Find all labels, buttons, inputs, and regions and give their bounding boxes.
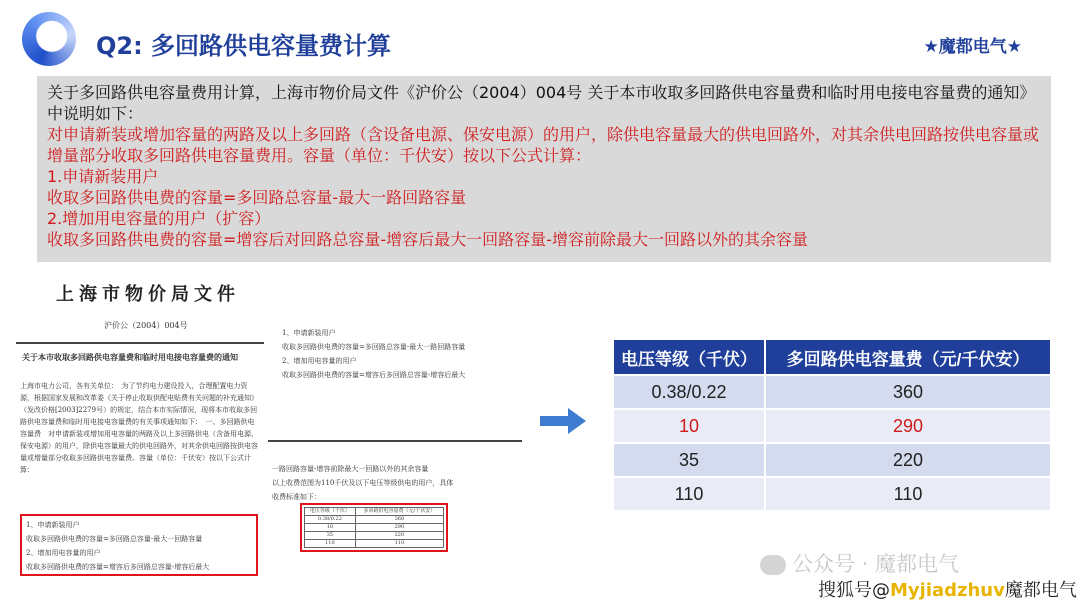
scan2-line: 收取多回路供电费的容量=增容后多回路总容量-增容后最大 <box>282 371 466 379</box>
right-arrow-icon <box>540 408 586 434</box>
notice-intro: 关于多回路供电容量费用计算，上海市物价局文件《沪价公（2004）004号 关于本市收取多回路供电容量费和临时用电接电容量费的通知》中说明如下： <box>47 83 1036 123</box>
page-title: Q2: 多回路供电容量费计算 <box>96 32 392 60</box>
notice-item1-formula: 收取多回路供电费的容量=多回路总容量-最大一路回路容量 <box>47 188 467 207</box>
scan-box-line: 收取多回路供电费的容量=多回路总容量-最大一回路容量 <box>26 535 203 543</box>
table-row <box>614 410 1050 442</box>
sohu-watermark-site: Myjiadzhuv <box>890 580 1005 601</box>
sohu-watermark-suffix: 魔都电气 <box>1004 580 1077 601</box>
rate-header-fee: 多回路供电容量费（元/千伏安） <box>766 340 1050 374</box>
rate-header-voltage: 电压等级（千伏） <box>614 340 766 374</box>
table-row <box>614 376 1050 408</box>
brand-label: ★魔都电气★ <box>923 37 1022 57</box>
scan-rate-header: 多回路供电容量费（元/千伏安） <box>355 508 443 516</box>
scan-divider <box>16 342 264 344</box>
rate-cell-fee: 220 <box>766 444 1050 476</box>
notice-item2-title: 2.增加用电容量的用户（扩容） <box>47 209 271 228</box>
table-row <box>614 444 1050 476</box>
scanned-document-page2 <box>268 456 522 586</box>
wechat-watermark <box>760 548 959 578</box>
scan-rate-cell: 10 <box>305 524 356 532</box>
scan-rate-header: 电压等级（千伏） <box>305 508 356 516</box>
logo-circle <box>22 12 76 66</box>
scan-rate-cell: 0.38/0.22 <box>305 516 356 524</box>
rate-table-header <box>614 340 1050 374</box>
scanned-document-excerpt <box>268 316 522 442</box>
rate-cell-voltage: 0.38/0.22 <box>614 376 766 408</box>
rate-cell-fee: 360 <box>766 376 1050 408</box>
rate-cell-fee: 110 <box>766 478 1050 510</box>
scan-rate-table <box>300 503 448 552</box>
scan2-line: 2、增加用电容量的用户 <box>282 357 357 365</box>
scan-subject: 关于本市收取多回路供电容量费和临时用电接电容量费的通知 <box>22 352 238 362</box>
scan-doc-number: 沪价公（2004）004号 <box>104 321 188 330</box>
scan-box-line: 1、申请新装用户 <box>26 521 80 529</box>
wechat-icon <box>760 555 786 575</box>
table-row <box>614 478 1050 510</box>
scanned-document-page1 <box>16 270 264 580</box>
scan-rate-cell: 110 <box>305 540 356 548</box>
scan-rate-cell: 290 <box>355 524 443 532</box>
scan-rate-cell: 35 <box>305 532 356 540</box>
scan3-line: 收费标准如下： <box>272 493 321 501</box>
scan-rate-cell: 360 <box>355 516 443 524</box>
scan2-divider <box>268 440 522 442</box>
wechat-watermark-text: 公众号 · 魔都电气 <box>792 552 960 576</box>
rate-table <box>614 338 1050 512</box>
notice-item1-title: 1.申请新装用户 <box>47 167 159 186</box>
scan2-line: 收取多回路供电费的容量=多回路总容量-最大一路回路容量 <box>282 343 466 351</box>
scan3-line: 一路回路容量-增容前除最大一回路以外的其余容量 <box>272 465 429 473</box>
rate-cell-voltage: 10 <box>614 410 766 442</box>
rate-cell-fee: 290 <box>766 410 1050 442</box>
sohu-watermark <box>818 576 1077 602</box>
scan-rate-cell: 110 <box>355 540 443 548</box>
scan2-line: 1、申请新装用户 <box>282 329 336 337</box>
notice-rule: 对申请新装或增加容量的两路及以上多回路（含设备电源、保安电源）的用户，除供电容量最大的供电回路外，对其余供电回路按供电容量或增量部分收取多回路供电容量费用。容量（单位：千伏安）按以下公式计算： <box>47 125 1040 165</box>
scan-highlight-box <box>20 514 258 576</box>
sohu-watermark-prefix: 搜狐号@ <box>818 580 890 601</box>
scan-box-line: 收取多回路供电费的容量=增容后多回路总容量-增容后最大 <box>26 563 210 571</box>
scan-bureau-heading: 上海市物价局文件 <box>56 284 240 305</box>
notice-item2-formula: 收取多回路供电费的容量=增容后对回路总容量-增容后最大一回路容量-增容前除最大一回路以外的其余容量 <box>47 230 808 249</box>
scan-rate-cell: 220 <box>355 532 443 540</box>
scan-body: 上海市电力公司，各有关单位： 为了节约电力建设投入，合理配置电力资源，根据国家发展和改革委《关于停止收取供配电贴费有关问题的补充通知》（发改价格[2003]2279号）的规定，结合本市实际情况，现将本市收取多回路供电容量费和临时用电接电容量费的有关事项通知如下： 一、多回路供电容量费 对申请新装或增加用电容量的两路及以上多回路供电（含备用电源、保安电源）的用户，除供电容量最大的供电回路外，对其余供电回路按供电容量或增量部分收取多回路供电容量费。容量（单位：千伏安）按以下公式计算： <box>20 382 258 474</box>
rate-cell-voltage: 35 <box>614 444 766 476</box>
notice-box <box>37 76 1051 262</box>
rate-cell-voltage: 110 <box>614 478 766 510</box>
scan-box-line: 2、增加用电容量的用户 <box>26 549 101 557</box>
scan3-line: 以上收费范围为110千伏及以下电压等级供电的用户，具体 <box>272 479 454 487</box>
